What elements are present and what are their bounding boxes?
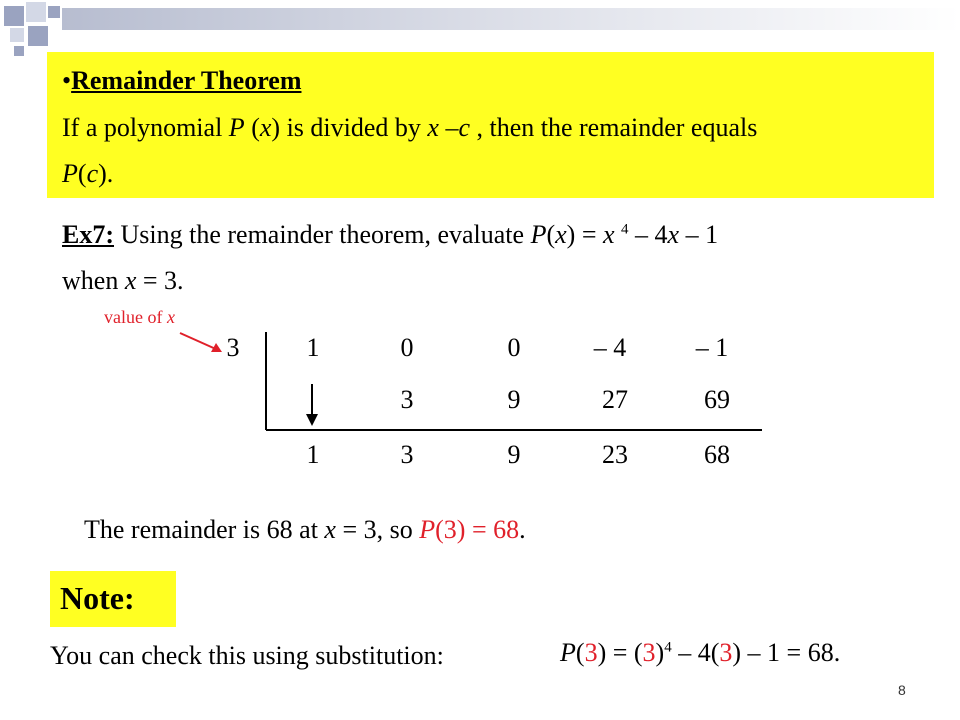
divisor-value: 3 (226, 333, 240, 362)
result-3: 9 (507, 440, 521, 469)
bring-down-arrow-icon (302, 382, 322, 428)
note-label: Note: (60, 580, 135, 616)
value-of-x-label: value of x (104, 307, 175, 327)
coefficient-4: – 4 (593, 333, 627, 362)
decor-square-6 (14, 46, 24, 56)
coefficient-1: 1 (306, 333, 320, 362)
decor-square-1 (4, 6, 24, 26)
example-prompt: Ex7: Using the remainder theorem, evaluate P(x) = x $^4$ – 4x – 1 (62, 220, 719, 249)
coefficient-2: 0 (400, 333, 414, 362)
result-2: 3 (400, 440, 414, 469)
conclusion-text: The remainder is 68 at x = 3, so P(3) = 68. (84, 515, 526, 544)
theorem-statement-line1: If a polynomial P (x) is divided by x –c , then the remainder equals (62, 113, 758, 142)
theorem-title: •Remainder Theorem (62, 66, 302, 95)
product-4: 69 (704, 385, 730, 414)
product-1: 3 (400, 385, 414, 414)
check-instruction: You can check this using substitution: (50, 641, 444, 670)
example-condition: when x = 3. (62, 266, 184, 295)
product-3: 27 (602, 385, 628, 414)
decor-square-2 (26, 2, 46, 22)
result-1: 1 (306, 440, 320, 469)
result-4: 23 (602, 440, 628, 469)
product-2: 9 (507, 385, 521, 414)
coefficient-5: – 1 (695, 333, 729, 362)
decor-square-3 (48, 6, 60, 18)
theorem-statement-line2: P(c). (62, 159, 114, 188)
coefficient-3: 0 (507, 333, 521, 362)
page-number: 8 (898, 682, 906, 698)
header-gradient-bar (62, 8, 960, 30)
decor-square-4 (10, 28, 24, 42)
decor-square-5 (28, 26, 48, 46)
remainder-result: 68 (704, 440, 730, 469)
substitution-check: $P(3) = (3)^4 - 4(3) - 1 = 68$. (560, 638, 841, 667)
